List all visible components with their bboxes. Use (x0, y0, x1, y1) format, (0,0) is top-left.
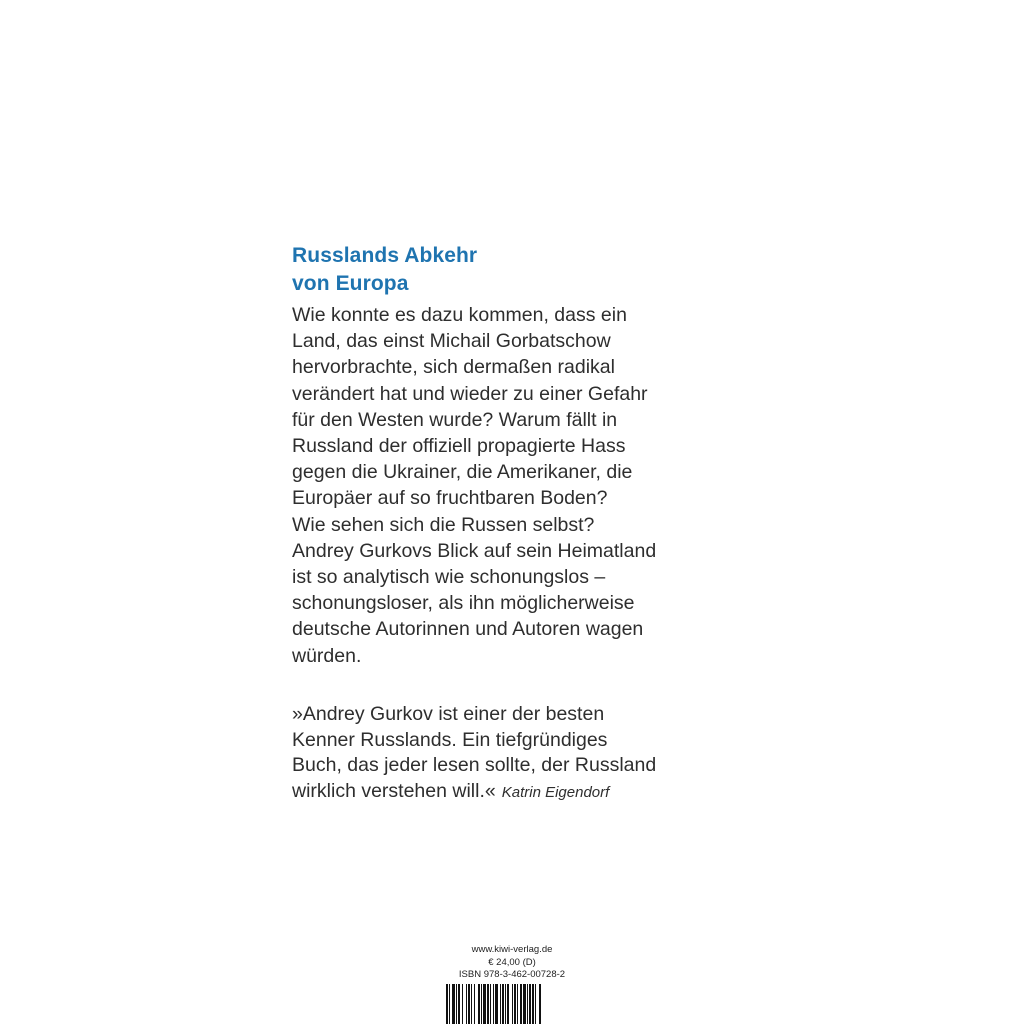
price-label: € 24,00 (D) (488, 956, 536, 968)
quote-line: Kenner Russlands. Ein tiefgründiges (292, 728, 608, 751)
heading-line-1: Russlands Abkehr (292, 244, 478, 267)
publisher-website: www.kiwi-verlag.de (471, 944, 553, 955)
quote-line: Buch, das jeder lesen sollte, der Russland (292, 754, 657, 776)
blurb-line: Europäer auf so fruchtbaren Boden? (292, 487, 608, 510)
isbn-label: ISBN 978-3-462-00728-2 (458, 969, 566, 980)
cover-heading (292, 242, 712, 298)
quote-author: Katrin Eigendorf (501, 783, 610, 801)
review-quote (292, 702, 722, 805)
blurb-line: Wie konnte es dazu kommen, dass ein (292, 304, 627, 326)
blurb-line: Russland der offiziell propagierte Hass (292, 435, 626, 458)
blurb-text (292, 302, 722, 669)
isbn-barcode (446, 984, 578, 1024)
quote-last-line (292, 779, 722, 806)
blurb-line: verändert hat und wieder zu einer Gefahr (292, 382, 648, 405)
blurb-line: Land, das einst Michail Gorbatschow (292, 330, 611, 353)
blurb-line: für den Westen wurde? Warum fällt in (292, 408, 618, 431)
quote-line: »Andrey Gurkov ist einer der besten (292, 703, 605, 725)
blurb-line: ist so analytisch wie schonungslos – (292, 566, 606, 589)
blurb-line: hervorbrachte, sich dermaßen radikal (292, 356, 615, 379)
blurb-line: gegen die Ukrainer, die Amerikaner, die (292, 461, 633, 484)
blurb-line: deutsche Autorinnen und Autoren wagen (292, 618, 644, 641)
blurb-line: schonungsloser, als ihn möglicherweise (292, 592, 635, 615)
blurb-line: Andrey Gurkovs Blick auf sein Heimatland (292, 539, 657, 562)
quote-line: wirklich verstehen will.« (292, 779, 496, 802)
publisher-imprint (440, 944, 584, 982)
blurb-line: Wie sehen sich die Russen selbst? (292, 513, 595, 536)
blurb-line: würden. (292, 644, 362, 667)
heading-line-2: von Europa (292, 272, 409, 295)
